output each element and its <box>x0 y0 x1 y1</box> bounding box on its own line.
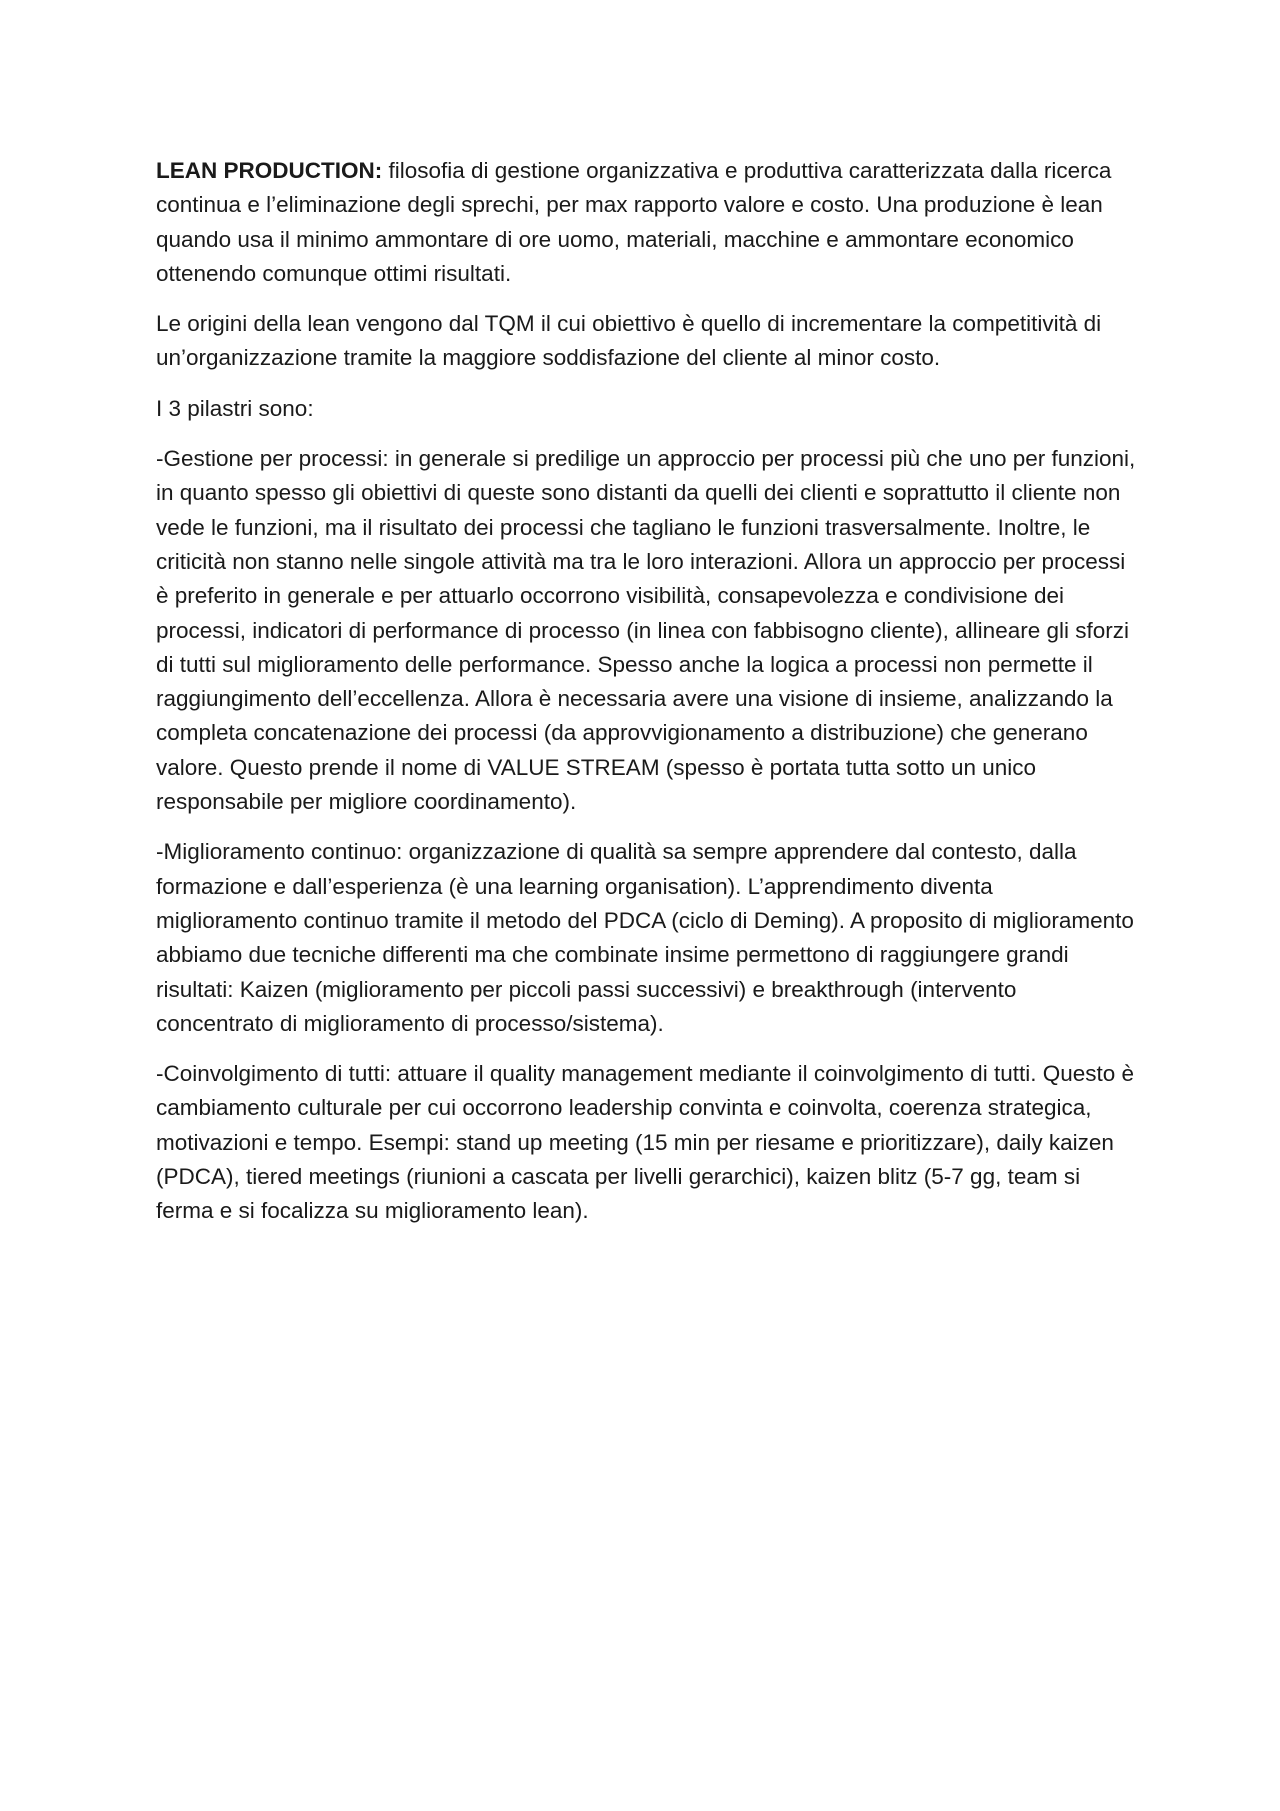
lean-production-term: LEAN PRODUCTION: <box>156 158 383 183</box>
pillar-coinvolgimento-di-tutti: -Coinvolgimento di tutti: attuare il quality management mediante il coinvolgimento di tutti. Questo è cambiamento culturale per cui occorrono leadership convinta e coinvolta, coerenza strategica, motivazioni e tempo. Esempi: stand up meeting (15 min per riesame e prioritizzare), daily kaizen (PDCA), tiered meetings (riunioni a cascata per livelli gerarchici), kaizen blitz (5-7 gg, team si ferma e si focalizza su miglioramento lean). <box>156 1061 1135 1224</box>
document-body <box>156 154 1136 1245</box>
pillar-gestione-per-processi: -Gestione per processi: in generale si predilige un approccio per processi più che uno per funzioni, in quanto spesso gli obiettivi di queste sono distanti da quelli dei clienti e soprattutto il cliente non vede le funzioni, ma il risultato dei processi che tagliano le funzioni trasversalmente. Inoltre, le criticità non stanno nelle singole attività ma tra le loro interazioni. Allora un approccio per processi è preferito in generale e per attuarlo occorrono visibilità, consapevolezza e condivisione dei processi, indicatori di performance di processo (in linea con fabbisogno cliente), allineare gli sforzi di tutti sul miglioramento delle performance. Spesso anche la logica a processi non permette il raggiungimento dell’eccellenza. Allora è necessaria avere una visione di insieme, analizzando la completa concatenazione dei processi (da approvvigionamento a distribuzione) che generano valore. Questo prende il nome di VALUE STREAM (spesso è portata tutta sotto un unico responsabile per migliore coordinamento). <box>156 446 1136 815</box>
intro-definition: filosofia di gestione organizzativa e produttiva caratterizzata dalla ricerca continua e l’eliminazione degli sprechi, per max rapporto valore e costo. Una produzione è lean quando usa il minimo ammontare di ore uomo, materiali, macchine e ammontare economico ottenendo comunque ottimi risultati. <box>156 158 1112 286</box>
origins-paragraph: Le origini della lean vengono dal TQM il cui obiettivo è quello di incrementare la competitività di un’organizzazione tramite la maggiore soddisfazione del cliente al minor costo. <box>156 311 1102 371</box>
intro-paragraph <box>156 154 1136 291</box>
pillar-miglioramento-continuo: -Miglioramento continuo: organizzazione di qualità sa sempre apprendere dal contesto, dalla formazione e dall’esperienza (è una learning organisation). L’apprendimento diventa miglioramento continuo tramite il metodo del PDCA (ciclo di Deming). A proposito di miglioramento abbiamo due tecniche differenti ma che combinate insime permettono di raggiungere grandi risultati: Kaizen (miglioramento per piccoli passi successivi) e breakthrough (intervento concentrato di miglioramento di processo/sistema). <box>156 839 1134 1036</box>
pillars-intro: I 3 pilastri sono: <box>156 395 314 421</box>
